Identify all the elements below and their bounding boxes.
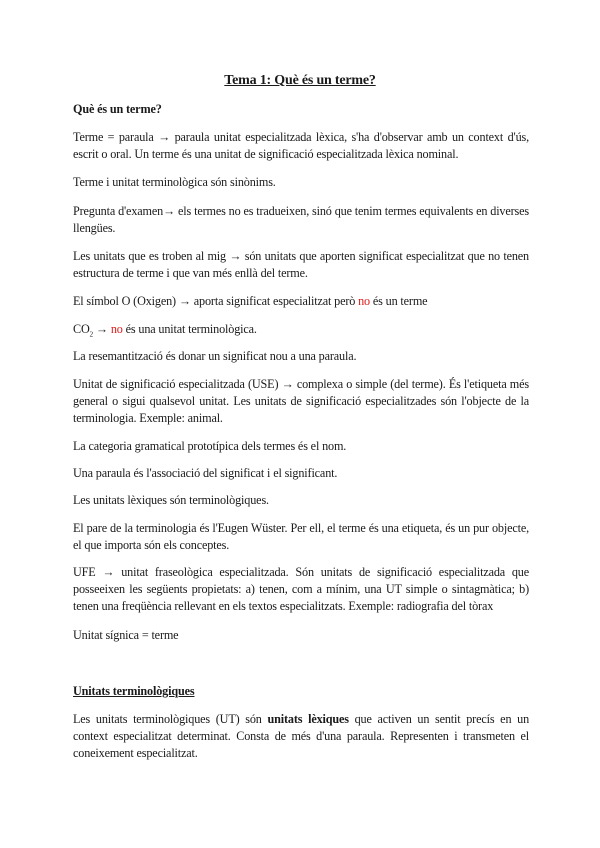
paragraph-ut-definicio <box>73 711 529 762</box>
paragraph-paraula: Una paraula és l'associació del significat i el significant. <box>73 466 338 480</box>
page-title: Tema 1: Què és un terme? <box>224 73 376 88</box>
paragraph-categoria-gramatical: La categoria gramatical prototípica dels termes és el nom. <box>73 439 347 453</box>
paragraph-unitats-al-mig: Les unitats que es troben al mig → són unitats que aporten significat especialitzat que no tenen estructura de terme i que van més enllà del terme. <box>73 249 529 280</box>
text-segment: és una unitat terminològica. <box>122 322 257 336</box>
text-segment: El símbol O (Oxigen) → aporta significat especialitzat però <box>73 294 359 308</box>
paragraph-ufe: UFE → unitat fraseològica especialitzada. Són unitats de significació especialitzada que posseeixen les següents propietats: a) tenen, com a mínim, una UT simple o sintagmàtica; b) tenen una freqüència rellevant en els textos especialitzats. Exemple: radiografia del tòrax <box>73 565 529 613</box>
paragraph-wuster: El pare de la terminologia és l'Eugen Wüster. Per ell, el terme és una etiqueta, és un pur objecte, el que importa són els conceptes. <box>73 521 529 552</box>
text-segment: és un terme <box>370 294 428 308</box>
arrow-symbol: → <box>93 322 111 336</box>
paragraph-sinonims: Terme i unitat terminològica són sinònims. <box>73 175 276 189</box>
paragraph-unitats-lexiques: Les unitats lèxiques són terminològiques. <box>73 493 269 507</box>
text-segment: Les unitats terminològiques (UT) són <box>73 712 268 726</box>
highlight-no: no <box>110 322 123 336</box>
paragraph-resemantitzacio: La resemantització és donar un significat nou a una paraula. <box>73 349 357 363</box>
paragraph-simbol-oxigen <box>73 293 529 310</box>
formula-subscript: 2 <box>89 330 93 339</box>
paragraph-use: Unitat de significació especialitzada (USE) → complexa o simple (del terme). És l'etiqueta més general o sigui qualsevol unitat. Les unitats de significació especialitzades són l'objecte de la terminologia. Exemple: animal. <box>73 377 529 425</box>
bold-unitats-lexiques: unitats lèxiques <box>267 712 349 726</box>
paragraph-pregunta-examen: Pregunta d'examen→ els termes no es tradueixen, sinó que tenim termes equivalents en diverses llengües. <box>73 204 529 235</box>
formula-co: CO <box>73 322 90 336</box>
paragraph-terme-definicio: Terme = paraula → paraula unitat especialitzada lèxica, s'ha d'observar amb un context d'ús, escrit o oral. Un terme és una unitat de significació especialitzada lèxica nominal. <box>73 130 529 161</box>
section-heading-que-es-un-terme: Què és un terme? <box>73 102 162 116</box>
paragraph-co2 <box>73 321 529 338</box>
highlight-no: no <box>358 294 370 308</box>
text-segment: que activen un sentit precís en un context especialitzat determinat. Consta de més d'una paraula. Representen i transmeten el coneixement especialitzat. <box>73 712 530 760</box>
section-heading-unitats-terminologiques: Unitats terminològiques <box>73 684 195 698</box>
paragraph-unitat-signica: Unitat sígnica = terme <box>73 628 179 642</box>
